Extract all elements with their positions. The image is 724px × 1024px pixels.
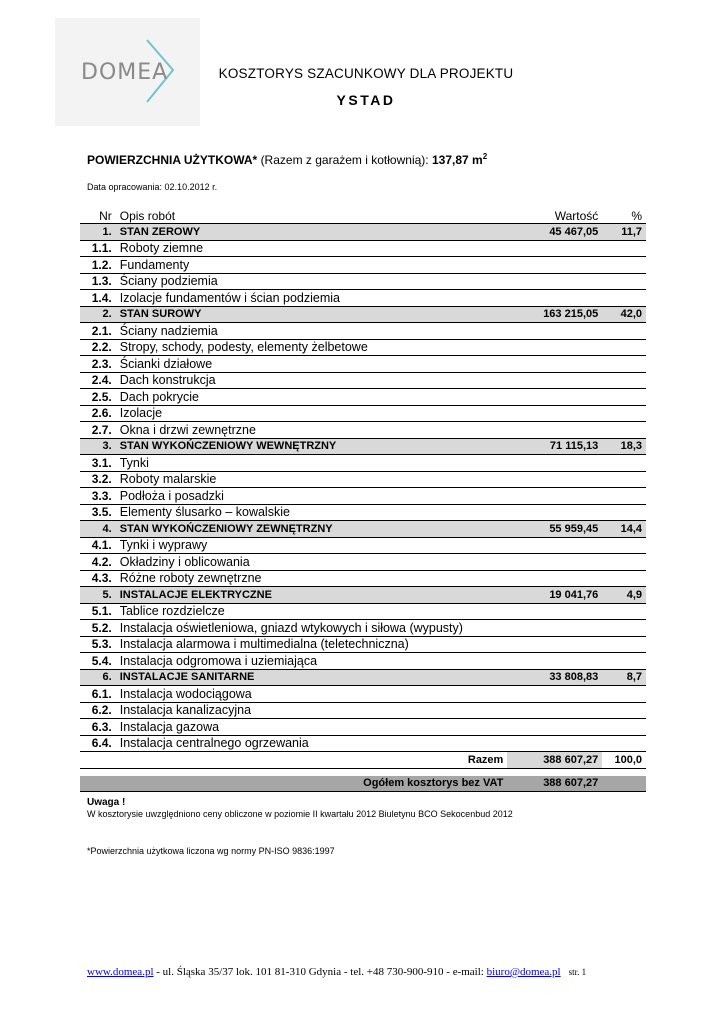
table-row	[80, 570, 646, 587]
row-percent: 14,4	[602, 521, 646, 538]
row-value	[507, 471, 602, 488]
table-row	[80, 356, 646, 373]
row-value	[507, 422, 602, 439]
row-number: 6.3.	[80, 719, 116, 736]
preparation-date: Data opracowania: 02.10.2012 r.	[87, 182, 218, 192]
section-row	[80, 587, 646, 604]
table-row	[80, 603, 646, 620]
table-row	[80, 504, 646, 521]
table-row	[80, 372, 646, 389]
table-row	[80, 537, 646, 554]
row-description: STAN WYKOŃCZENIOWY WEWNĘTRZNY	[116, 438, 508, 455]
grand-total-value: 388 607,27	[507, 776, 602, 792]
table-row	[80, 405, 646, 422]
row-description: Tynki i wyprawy	[116, 537, 508, 554]
spacer-cell	[80, 768, 646, 776]
row-number: 2.1.	[80, 323, 116, 340]
row-value	[507, 719, 602, 736]
row-value	[507, 636, 602, 653]
row-value: 33 808,83	[507, 669, 602, 686]
area-label: POWIERZCHNIA UŻYTKOWA*	[87, 153, 258, 167]
row-value	[507, 653, 602, 670]
row-description: Roboty ziemne	[116, 240, 508, 257]
row-percent	[602, 323, 646, 340]
row-description: Stropy, schody, podesty, elementy żelbetowe	[116, 339, 508, 356]
row-number: 2.2.	[80, 339, 116, 356]
row-description: Instalacja oświetleniowa, gniazd wtykowych i siłowa (wypusty)	[116, 620, 508, 637]
row-number: 5.2.	[80, 620, 116, 637]
row-percent	[602, 603, 646, 620]
row-description: INSTALACJE ELEKTRYCZNE	[116, 587, 508, 604]
row-percent	[602, 339, 646, 356]
row-percent: 8,7	[602, 669, 646, 686]
row-value: 55 959,45	[507, 521, 602, 538]
header-nr: Nr	[80, 208, 116, 224]
row-percent	[602, 257, 646, 274]
table-row	[80, 636, 646, 653]
row-description: Różne roboty zewnętrzne	[116, 570, 508, 587]
row-description: Izolacje fundamentów i ścian podziemia	[116, 290, 508, 307]
table-row	[80, 389, 646, 406]
document-title: KOSZTORYS SZACUNKOWY DLA PROJEKTU	[218, 66, 514, 81]
row-percent	[602, 405, 646, 422]
total-percent: 100,0	[602, 752, 646, 769]
row-value: 45 467,05	[507, 224, 602, 241]
email-link[interactable]: biuro@domea.pl	[486, 966, 561, 978]
row-value	[507, 603, 602, 620]
row-number: 3.5.	[80, 504, 116, 521]
row-number: 5.3.	[80, 636, 116, 653]
row-number: 5.4.	[80, 653, 116, 670]
row-number: 1.4.	[80, 290, 116, 307]
table-row	[80, 257, 646, 274]
row-number: 1.	[80, 224, 116, 241]
row-value: 71 115,13	[507, 438, 602, 455]
table-row	[80, 422, 646, 439]
row-description: Elementy ślusarko – kowalskie	[116, 504, 508, 521]
row-description: Tynki	[116, 455, 508, 472]
row-percent	[602, 504, 646, 521]
table-row	[80, 240, 646, 257]
project-name: YSTAD	[336, 92, 396, 108]
row-description: STAN ZEROWY	[116, 224, 508, 241]
row-number: 3.1.	[80, 455, 116, 472]
row-number: 4.3.	[80, 570, 116, 587]
website-link[interactable]: www.domea.pl	[87, 966, 154, 978]
row-description: Instalacja kanalizacyjna	[116, 702, 508, 719]
row-description: Ścianki działowe	[116, 356, 508, 373]
section-row	[80, 669, 646, 686]
row-value	[507, 570, 602, 587]
row-number: 2.6.	[80, 405, 116, 422]
row-percent	[602, 471, 646, 488]
table-row	[80, 471, 646, 488]
table-row	[80, 653, 646, 670]
row-number: 5.1.	[80, 603, 116, 620]
row-description: Ściany nadziemia	[116, 323, 508, 340]
row-value: 163 215,05	[507, 306, 602, 323]
row-number: 2.	[80, 306, 116, 323]
row-percent	[602, 422, 646, 439]
table-row	[80, 455, 646, 472]
row-value	[507, 735, 602, 752]
company-logo	[55, 18, 200, 126]
section-row	[80, 224, 646, 241]
area-value: 137,87 m	[431, 153, 483, 167]
total-value: 388 607,27	[507, 752, 602, 769]
row-value	[507, 339, 602, 356]
cost-estimate-table	[80, 208, 646, 792]
row-percent	[602, 735, 646, 752]
table-row	[80, 554, 646, 571]
row-number: 6.1.	[80, 686, 116, 703]
page-footer	[87, 966, 586, 978]
row-description: Instalacja alarmowa i multimedialna (teletechniczna)	[116, 636, 508, 653]
row-value	[507, 240, 602, 257]
table-row	[80, 323, 646, 340]
row-number: 2.5.	[80, 389, 116, 406]
row-description: Instalacja centralnego ogrzewania	[116, 735, 508, 752]
row-description: Instalacja wodociągowa	[116, 686, 508, 703]
row-number: 6.2.	[80, 702, 116, 719]
row-value	[507, 686, 602, 703]
row-number: 3.3.	[80, 488, 116, 505]
row-percent	[602, 636, 646, 653]
note-title: Uwaga !	[87, 797, 126, 808]
section-row	[80, 438, 646, 455]
row-percent: 11,7	[602, 224, 646, 241]
area-detail: (Razem z garażem i kotłownią):	[260, 153, 429, 167]
row-percent: 42,0	[602, 306, 646, 323]
row-percent	[602, 240, 646, 257]
row-percent	[602, 570, 646, 587]
grand-total-label: Ogółem kosztorys bez VAT	[80, 776, 507, 792]
row-value	[507, 290, 602, 307]
section-row	[80, 521, 646, 538]
table-row	[80, 719, 646, 736]
table-row	[80, 290, 646, 307]
row-description: Dach pokrycie	[116, 389, 508, 406]
row-description: Fundamenty	[116, 257, 508, 274]
row-description: Dach konstrukcja	[116, 372, 508, 389]
row-value	[507, 504, 602, 521]
table-row	[80, 488, 646, 505]
row-value	[507, 372, 602, 389]
row-description: Roboty malarskie	[116, 471, 508, 488]
row-description: Instalacja odgromowa i uziemiająca	[116, 653, 508, 670]
row-percent	[602, 372, 646, 389]
row-percent	[602, 488, 646, 505]
grand-total-percent	[602, 776, 646, 792]
row-description: Podłoża i posadzki	[116, 488, 508, 505]
row-description: Ściany podziemia	[116, 273, 508, 290]
row-percent	[602, 356, 646, 373]
row-percent	[602, 653, 646, 670]
area-unit-superscript: 2	[482, 152, 488, 161]
table-header-row	[80, 208, 646, 224]
row-number: 3.2.	[80, 471, 116, 488]
row-value	[507, 405, 602, 422]
spacer-row	[80, 768, 646, 776]
row-number: 4.1.	[80, 537, 116, 554]
row-percent	[602, 389, 646, 406]
row-description: Okładziny i oblicowania	[116, 554, 508, 571]
total-row	[80, 752, 646, 769]
row-percent	[602, 554, 646, 571]
row-number: 2.4.	[80, 372, 116, 389]
row-number: 6.4.	[80, 735, 116, 752]
page-number: str. 1	[568, 967, 587, 977]
row-value	[507, 488, 602, 505]
row-percent	[602, 273, 646, 290]
row-number: 2.7.	[80, 422, 116, 439]
logo-text: DOMEA	[81, 60, 169, 85]
row-number: 1.1.	[80, 240, 116, 257]
row-percent	[602, 620, 646, 637]
row-value: 19 041,76	[507, 587, 602, 604]
row-number: 1.2.	[80, 257, 116, 274]
total-label: Razem	[80, 752, 507, 769]
table-row	[80, 686, 646, 703]
row-value	[507, 455, 602, 472]
row-percent	[602, 702, 646, 719]
table-row	[80, 702, 646, 719]
table-row	[80, 620, 646, 637]
footer-address: - ul. Śląska 35/37 lok. 101 81-310 Gdynia - tel. +48 730-900-910 - e-mail:	[153, 966, 487, 978]
usable-area	[87, 152, 487, 167]
row-percent: 4,9	[602, 587, 646, 604]
row-value	[507, 257, 602, 274]
row-percent	[602, 537, 646, 554]
row-description: Instalacja gazowa	[116, 719, 508, 736]
row-number: 4.	[80, 521, 116, 538]
row-number: 4.2.	[80, 554, 116, 571]
area-footnote: *Powierzchnia użytkowa liczona wg normy PN-ISO 9836:1997	[87, 846, 335, 856]
grand-total-row	[80, 776, 646, 792]
row-description: STAN SUROWY	[116, 306, 508, 323]
section-row	[80, 306, 646, 323]
row-value	[507, 356, 602, 373]
row-value	[507, 554, 602, 571]
row-percent	[602, 290, 646, 307]
row-description: STAN WYKOŃCZENIOWY ZEWNĘTRZNY	[116, 521, 508, 538]
row-value	[507, 323, 602, 340]
header-description: Opis robót	[116, 208, 508, 224]
row-value	[507, 273, 602, 290]
header-value: Wartość	[507, 208, 602, 224]
header-percent: %	[602, 208, 646, 224]
row-description: Tablice rozdzielcze	[116, 603, 508, 620]
row-percent	[602, 455, 646, 472]
row-value	[507, 702, 602, 719]
note-text: W kosztorysie uwzględniono ceny obliczone w poziomie II kwartału 2012 Biuletynu BCO Sekocenbud 2012	[87, 809, 513, 819]
row-number: 6.	[80, 669, 116, 686]
table-row	[80, 339, 646, 356]
row-number: 5.	[80, 587, 116, 604]
row-value	[507, 389, 602, 406]
row-value	[507, 620, 602, 637]
row-description: Izolacje	[116, 405, 508, 422]
row-percent	[602, 686, 646, 703]
row-number: 2.3.	[80, 356, 116, 373]
row-number: 3.	[80, 438, 116, 455]
table-row	[80, 273, 646, 290]
row-number: 1.3.	[80, 273, 116, 290]
row-percent: 18,3	[602, 438, 646, 455]
table-row	[80, 735, 646, 752]
row-percent	[602, 719, 646, 736]
row-description: INSTALACJE SANITARNE	[116, 669, 508, 686]
row-value	[507, 537, 602, 554]
row-description: Okna i drzwi zewnętrzne	[116, 422, 508, 439]
